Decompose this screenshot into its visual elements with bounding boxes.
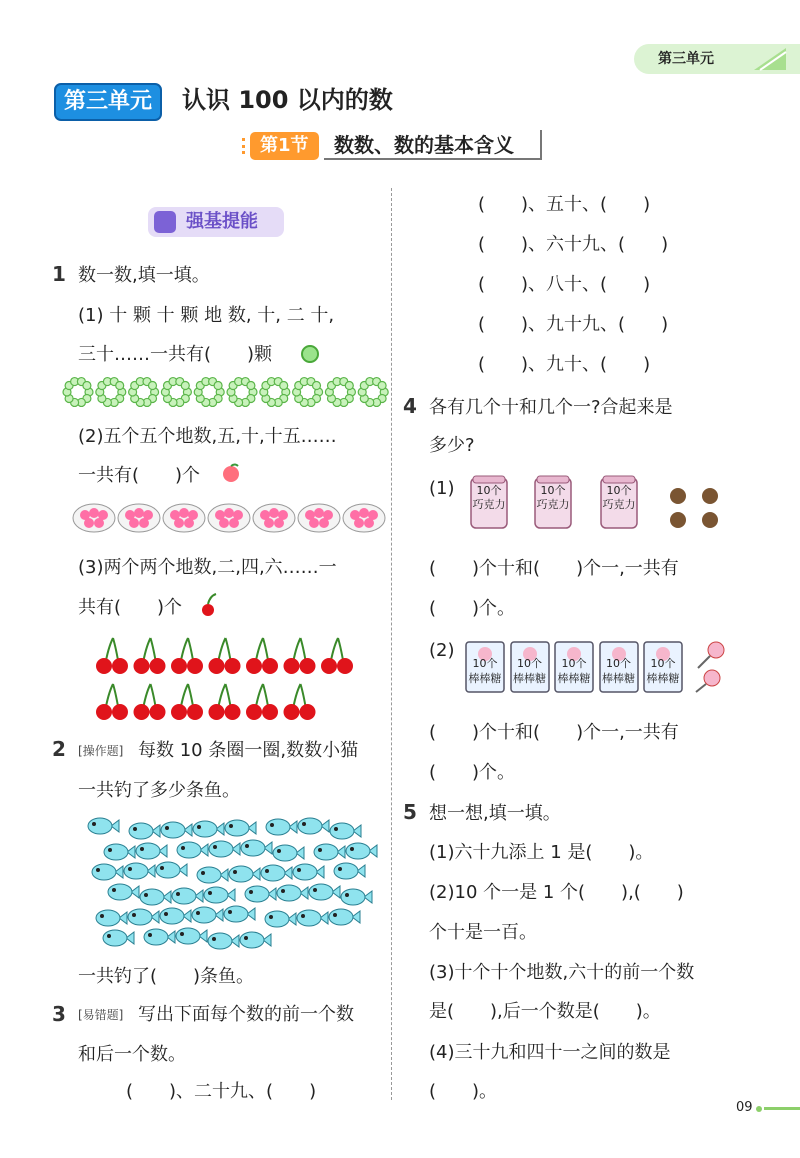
q2-answer: 一共钓了( )条鱼。 [78, 966, 255, 987]
peach [274, 518, 284, 528]
fish [346, 843, 377, 859]
q5-item3-line2: 是( ),后一个数是( )。 [429, 1001, 661, 1022]
peach-plates-illustration [72, 498, 390, 538]
cherry [321, 658, 337, 674]
q4-text-line1: 各有几个十和几个一?合起来是 [429, 397, 673, 418]
fish [240, 932, 271, 948]
bead [378, 382, 386, 390]
fish [144, 929, 175, 945]
q5-item1: (1)六十九添上 1 是( )。 [429, 842, 654, 863]
bead [116, 382, 124, 390]
q5-item4-line1: (4)三十九和四十一之间的数是 [429, 1042, 671, 1063]
bead [181, 382, 189, 390]
peach [364, 518, 374, 528]
q1-number: 1 [52, 262, 66, 286]
bead [83, 382, 91, 390]
cherry [246, 658, 262, 674]
peach [84, 518, 94, 528]
fish [209, 841, 240, 857]
peach [224, 508, 234, 518]
fish [314, 844, 345, 860]
fish [293, 864, 324, 880]
peach [319, 518, 329, 528]
fish [224, 906, 255, 922]
peach [229, 518, 239, 528]
q4-part2-label: (2) [429, 640, 455, 661]
q3-row-2: ( )、五十、( ) [478, 194, 651, 215]
peach [134, 508, 144, 518]
peach [94, 518, 104, 528]
unit-title: 认识 100 以内的数 [182, 86, 393, 114]
q5-prompt: 想一想,填一填。 [429, 803, 561, 824]
chocolate-jar-label-2: 巧克力 [472, 498, 506, 511]
fish [277, 885, 308, 901]
q1-part1-line1: (1) 十 颗 十 颗 地 数, 十, 二 十, [78, 305, 335, 326]
fish [103, 930, 134, 946]
peach [219, 518, 229, 528]
q1-part3-line2: 共有( )个 [78, 597, 183, 618]
q4-part1-answer-line2: ( )个。 [429, 598, 516, 619]
cherry [171, 658, 187, 674]
peach [129, 518, 139, 528]
cherry [300, 704, 316, 720]
fish [330, 823, 361, 839]
q2-text-line2: 一共钓了多少条鱼。 [78, 780, 240, 801]
q4-part2-answer-line1: ( )个十和( )个一,一共有 [429, 722, 679, 743]
q5-item2-line2: 个十是一百。 [429, 922, 537, 943]
q2-tag: [操作题] [78, 744, 124, 758]
peach [264, 518, 274, 528]
q3-tag: [易错题] [78, 1008, 124, 1022]
q1-prompt: 数一数,填一填。 [78, 265, 210, 286]
lollipop-box-label-2: 棒棒糖 [513, 672, 546, 685]
q3-text-line2: 和后一个数。 [78, 1044, 186, 1065]
q5-item4-line2: ( )。 [429, 1081, 498, 1102]
cherry [284, 658, 300, 674]
section-title: 数数、数的基本含义 [324, 130, 542, 160]
lollipop-box-label-1: 10个 [650, 657, 676, 670]
q3-row-3: ( )、六十九、( ) [478, 234, 669, 255]
ruler-icon [752, 46, 788, 72]
fish [160, 908, 191, 924]
q3-text-line1: 写出下面每个数的前一个数 [138, 1004, 354, 1025]
fish [88, 818, 119, 834]
fish [172, 888, 203, 904]
cherries-illustration [92, 632, 372, 724]
q5-item2-line1: (2)10 个一是 1 个( ),( ) [429, 882, 684, 903]
fish [129, 823, 160, 839]
fish-illustration [80, 812, 380, 952]
unit-badge: 第三单元 [54, 83, 162, 121]
lollipop-box-label-1: 10个 [472, 657, 498, 670]
section-label [148, 207, 284, 237]
cherry [225, 658, 241, 674]
fish [261, 865, 292, 881]
lollipop-box-label-2: 棒棒糖 [557, 672, 591, 685]
fish [136, 843, 167, 859]
peach [174, 518, 184, 528]
q3-row-1: ( )、二十九、( ) [126, 1081, 317, 1102]
cherry [262, 658, 278, 674]
peach [269, 508, 279, 518]
cherry [246, 704, 262, 720]
footer-dot [756, 1106, 762, 1112]
fish [192, 907, 223, 923]
peach [314, 508, 324, 518]
cherry [284, 704, 300, 720]
q4-text-line2: 多少? [429, 435, 475, 456]
cherry [337, 658, 353, 674]
bead-rings-illustration [62, 372, 390, 412]
chocolate-jar-label-1: 10个 [476, 484, 502, 497]
q3-row-6: ( )、九十、( ) [478, 354, 651, 375]
bead [312, 382, 320, 390]
fish [273, 845, 304, 861]
fish [309, 884, 340, 900]
cherry [225, 704, 241, 720]
cherry [209, 658, 225, 674]
page-number: 09 [736, 1100, 753, 1115]
lollipop-box-label-1: 10个 [517, 657, 542, 670]
q2-text-line1: 每数 10 条圈一圈,数数小猫 [138, 740, 359, 761]
cherry [262, 704, 278, 720]
peach [139, 518, 149, 528]
q4-number: 4 [403, 394, 417, 418]
cherry [171, 704, 187, 720]
fish [193, 821, 224, 837]
column-divider [391, 188, 392, 1100]
lollipop-box-label-2: 棒棒糖 [468, 672, 502, 685]
fish [156, 862, 187, 878]
chocolate-jar [532, 474, 574, 534]
cherry [112, 658, 128, 674]
peach-icon [219, 462, 243, 484]
q1-part2-line1: (2)五个五个地数,五,十,十五…… [78, 426, 337, 447]
fish [265, 911, 296, 927]
peach [354, 518, 364, 528]
cherry [96, 704, 112, 720]
lollipop-box [553, 640, 595, 698]
fish [140, 889, 171, 905]
fish [225, 820, 256, 836]
bead [148, 382, 156, 390]
q2-number: 2 [52, 737, 66, 761]
fish [245, 886, 276, 902]
bead [280, 382, 288, 390]
bead [247, 382, 255, 390]
cherry [150, 658, 166, 674]
chocolate-jar-label-2: 巧克力 [602, 498, 636, 511]
bead [345, 382, 353, 390]
chocolate-jar [468, 474, 510, 534]
cherry [209, 704, 225, 720]
cherry [134, 658, 150, 674]
q1-part3-line1: (3)两个两个地数,二,四,六……一 [78, 557, 337, 578]
cherry-icon [198, 592, 220, 618]
lollipop-box-label-1: 10个 [561, 657, 587, 670]
bead [214, 382, 222, 390]
lollipop-box-label-2: 棒棒糖 [602, 672, 635, 685]
fish [229, 866, 260, 882]
bead-icon [299, 344, 321, 364]
lollipop-box-label-1: 10个 [606, 657, 631, 670]
lollipop-box-label-2: 棒棒糖 [646, 672, 680, 685]
fish [108, 884, 139, 900]
cherry [96, 658, 112, 674]
q4-part1-label: (1) [429, 478, 455, 499]
fish [329, 909, 360, 925]
lollipop-box [642, 640, 684, 698]
peach [184, 518, 194, 528]
chocolate-jar-label-1: 10个 [540, 484, 566, 497]
pencil-icon [154, 211, 176, 233]
q3-row-5: ( )、九十九、( ) [478, 314, 669, 335]
fish [341, 889, 372, 905]
fish [204, 887, 235, 903]
fish [241, 840, 272, 856]
peach [309, 518, 319, 528]
fish [297, 910, 328, 926]
cherry [112, 704, 128, 720]
loose-chocolates-illustration [664, 484, 724, 530]
lollipop-box [598, 640, 640, 698]
cherry [187, 704, 203, 720]
q1-part2-line2: 一共有( )个 [78, 465, 201, 486]
q4-part2-answer-line2: ( )个。 [429, 762, 516, 783]
cherry [134, 704, 150, 720]
cherry [187, 658, 203, 674]
chocolate-jar-label-1: 10个 [606, 484, 632, 497]
fish [128, 909, 159, 925]
cherry [300, 658, 316, 674]
fish [298, 818, 329, 834]
chocolate-jar [598, 474, 640, 534]
peach [89, 508, 99, 518]
q3-number: 3 [52, 1002, 66, 1026]
fish [177, 842, 208, 858]
peach [359, 508, 369, 518]
section-badge: 第1节 [250, 132, 319, 160]
fish [176, 928, 207, 944]
fish [104, 844, 135, 860]
footer-bar [764, 1107, 800, 1110]
q4-part1-answer-line1: ( )个十和( )个一,一共有 [429, 558, 679, 579]
lollipop-box [464, 640, 506, 698]
fish [92, 864, 123, 880]
fish [334, 863, 365, 879]
peach [179, 508, 189, 518]
loose-lollipops-illustration [690, 638, 734, 694]
fish [197, 867, 228, 883]
q1-part1-line2: 三十……一共有( )颗 [78, 344, 273, 365]
section-label-text: 强基提能 [186, 211, 258, 232]
fish [161, 822, 192, 838]
q5-item3-line1: (3)十个十个地数,六十的前一个数 [429, 962, 695, 983]
fish [208, 933, 239, 949]
cherry [150, 704, 166, 720]
fish [96, 910, 127, 926]
chocolate-jar-label-2: 巧克力 [536, 498, 570, 511]
q3-row-4: ( )、八十、( ) [478, 274, 651, 295]
lollipop-box [509, 640, 551, 698]
unit-tab-label: 第三单元 [658, 51, 714, 67]
unit-tab [634, 44, 800, 74]
fish [124, 863, 155, 879]
fish [266, 819, 297, 835]
q5-number: 5 [403, 800, 417, 824]
